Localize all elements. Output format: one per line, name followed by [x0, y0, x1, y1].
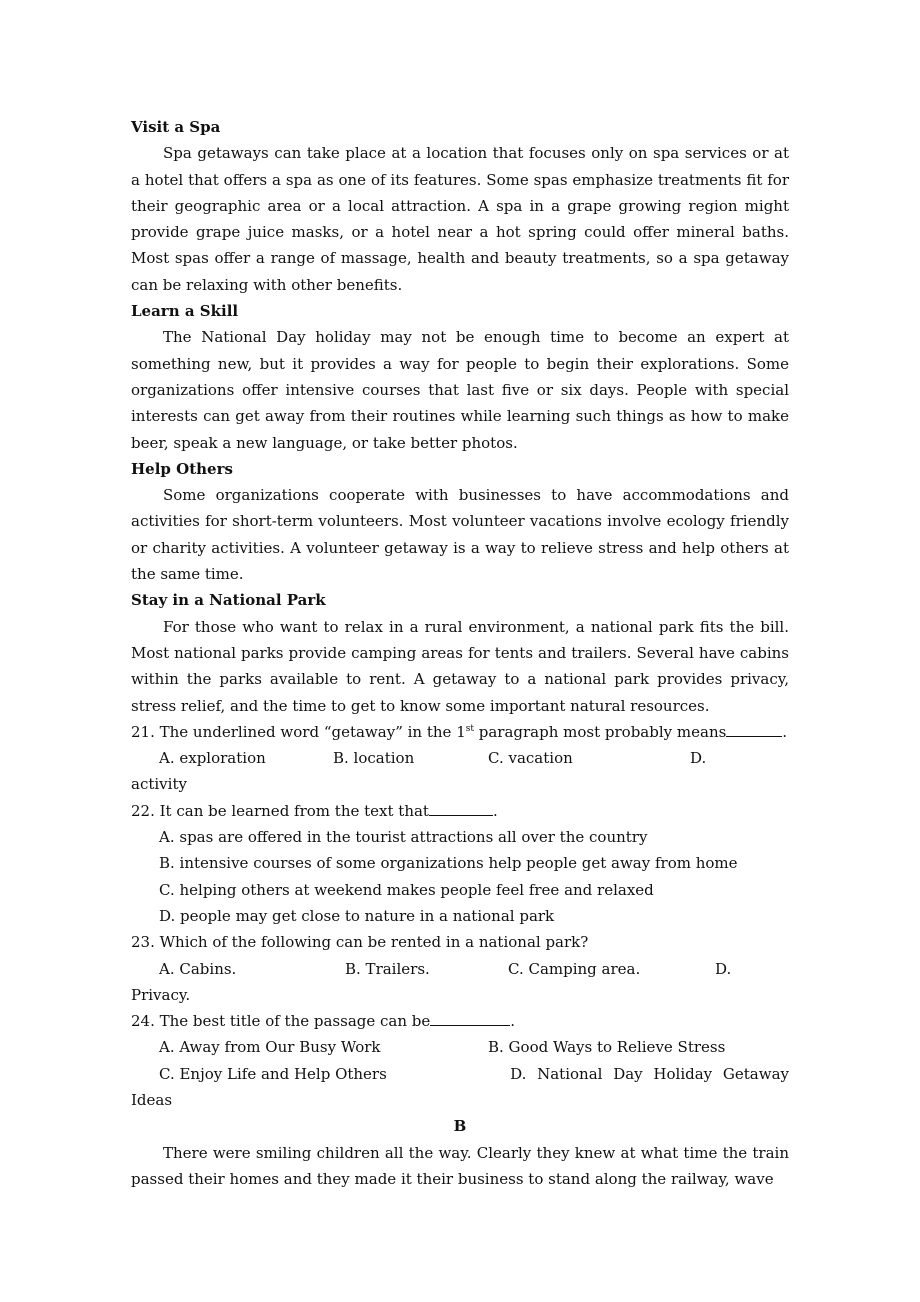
option-d: D. National Day Holiday Getaway: [510, 1064, 789, 1083]
part-b-body: There were smiling children all the way. Clearly they knew at what time the train passed their homes and they made it their business to stand along the railway, wave: [131, 1143, 789, 1188]
question-21-options: [131, 745, 789, 771]
option-d: D. people may get close to nature in a national park: [159, 906, 555, 925]
q24-stem: 24. The best title of the passage can be: [131, 1012, 431, 1031]
option-b: B. Good Ways to Relieve Stress: [488, 1038, 726, 1057]
option-a: A. Away from Our Busy Work: [159, 1038, 381, 1057]
section-heading-spa: Visit a Spa: [131, 118, 221, 136]
option-c: C. Enjoy Life and Help Others: [159, 1064, 387, 1083]
question-24-options-ab: [131, 1034, 789, 1060]
question-21-stem: [131, 719, 789, 745]
option-b: B. location: [333, 749, 415, 768]
section-heading-help: Help Others: [131, 459, 233, 478]
q21-stem-sup: st: [465, 723, 474, 734]
q24-stem-end: .: [510, 1012, 516, 1031]
section-heading-skill: Learn a Skill: [131, 302, 239, 321]
option-d-wrap: Privacy.: [131, 985, 191, 1004]
option-d: D.: [715, 959, 732, 978]
question-22-stem: [131, 798, 789, 824]
option-b: B. Trailers.: [345, 959, 430, 978]
q22-stem: 22. It can be learned from the text that: [131, 801, 429, 820]
document-page: [131, 114, 789, 1192]
q21-stem-after: paragraph most probably means: [473, 722, 727, 741]
option-b: B. intensive courses of some organizations help people get away from home: [159, 854, 738, 873]
option-d-wrap: activity: [131, 775, 187, 794]
part-b-label: B: [453, 1117, 467, 1136]
q21-stem-before: 21. The underlined word “getaway” in the 1: [131, 722, 466, 741]
option-a: A. Cabins.: [159, 959, 237, 978]
answer-blank: [726, 720, 782, 737]
question-23-options: [131, 956, 789, 982]
section-body-skill: The National Day holiday may not be enough time to become an expert at something new, but it provides a way for people to begin their explorations. Some organizations offer intensive courses that last five or six days. People with special interests can get away from their routines while learning such things as how to make beer, speak a new language, or take better photos.: [131, 328, 789, 452]
option-d: D.: [690, 749, 707, 768]
q22-stem-end: .: [492, 801, 498, 820]
question-24-stem: [131, 1008, 789, 1034]
section-body-park: For those who want to relax in a rural environment, a national park fits the bill. Most national parks provide camping areas for tents and trailers. Several have cabins within the parks available to rent. A getaway to a national park provides privacy, stress relief, and the time to get to know some important natural resources.: [131, 617, 789, 715]
question-23-stem: 23. Which of the following can be rented in a national park?: [131, 933, 589, 952]
option-a: A. exploration: [159, 749, 266, 768]
answer-blank: [430, 1009, 510, 1026]
section-heading-park: Stay in a National Park: [131, 591, 326, 610]
option-c: C. vacation: [488, 749, 573, 768]
option-d-wrap: Ideas: [131, 1090, 173, 1109]
answer-blank: [429, 799, 493, 816]
section-body-help: Some organizations cooperate with businesses to have accommodations and activities for short-term volunteers. Most volunteer vacations involve ecology friendly or charity activities. A volunteer getaway is a way to relieve stress and help others at the same time.: [131, 486, 789, 584]
option-a: A. spas are offered in the tourist attractions all over the country: [159, 828, 648, 847]
option-c: C. Camping area.: [508, 959, 641, 978]
option-c: C. helping others at weekend makes people feel free and relaxed: [159, 880, 654, 899]
q21-stem-end: .: [782, 722, 788, 741]
section-body-spa: Spa getaways can take place at a location that focuses only on spa services or at a hotel that offers a spa as one of its features. Some spas emphasize treatments fit for their geographic area or a local attraction. A spa in a grape growing region might provide grape juice masks, or a hotel near a hot spring could offer mineral baths. Most spas offer a range of massage, health and beauty treatments, so a spa getaway can be relaxing with other benefits.: [131, 144, 789, 294]
question-24-options-cd: [131, 1061, 789, 1087]
